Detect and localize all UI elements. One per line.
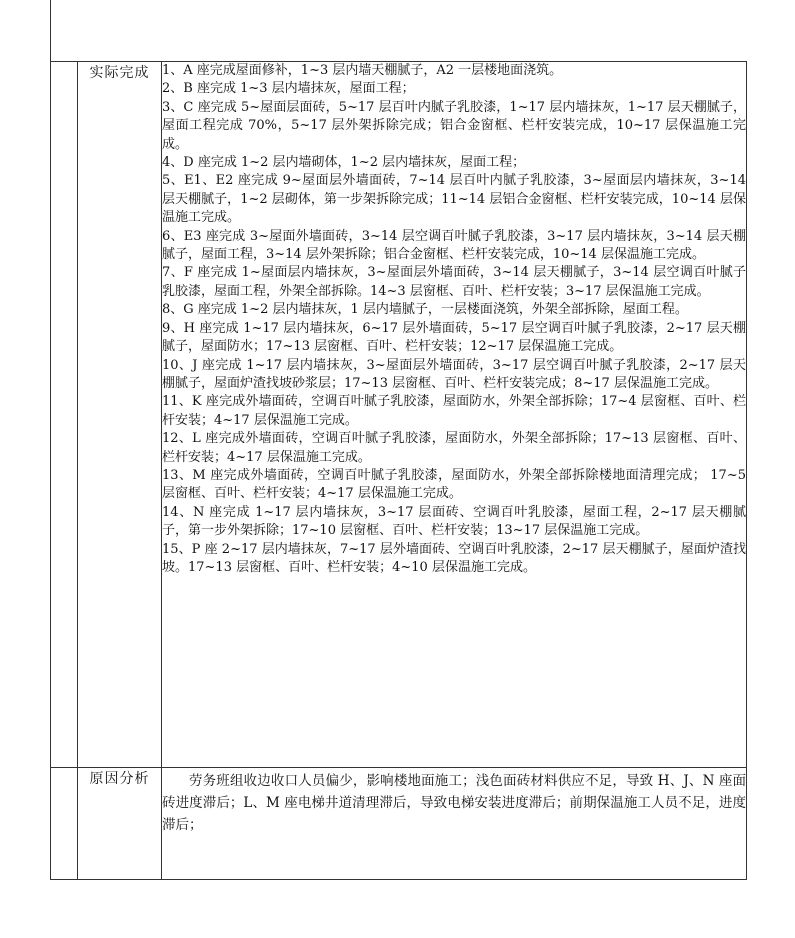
completion-item: 3、C 座完成 5~屋面层面砖，5~17 层百叶内腻子乳胶漆，1~17 层内墙抹灰，1~17 层天棚腻子，屋面工程完成 70%，5~17 层外架拆除完成；铝合金窗框、栏杆安装完成，10~17 层保温施工完成。 — [162, 99, 746, 152]
completion-item: 7、F 座完成 1~屋面层内墙抹灰，3~屋面层外墙面砖，3~14 层天棚腻子，3~14 层空调百叶腻子乳胶漆，屋面工程，外架全部拆除。14~3 层窗框、百叶、栏杆安装；3~17 层保温施工完成。 — [162, 265, 746, 299]
completion-item: 9、H 座完成 1~17 层内墙抹灰，6~17 层外墙面砖，5~17 层空调百叶腻子乳胶漆，2~17 层天棚腻子，屋面防水；17~13 层窗框、百叶、栏杆安装；12~17 层保温施工完成。 — [162, 320, 746, 355]
completion-item: 8、G 座完成 1~2 层内墙抹灰，1 层内墙腻子，一层楼面浇筑，外架全部拆除，屋面工程。 — [162, 302, 688, 318]
completion-item: 13、M 座完成外墙面砖，空调百叶腻子乳胶漆，屋面防水，外架全部拆除楼地面清理完成； 17~5 层窗框、百叶、栏杆安装；4~17 层保温施工完成。 — [162, 467, 746, 502]
progress-table — [50, 61, 747, 880]
reason-analysis-content — [162, 768, 747, 880]
completion-item: 11、K 座完成外墙面砖，空调百叶腻子乳胶漆，屋面防水，外架全部拆除；17~4 层窗框、百叶、栏杆安装；4~17 层保温施工完成。 — [162, 394, 746, 428]
completion-item: 2、B 座完成 1~3 层内墙抹灰，屋面工程； — [162, 81, 415, 97]
completion-item: 15、P 座 2~17 层内墙抹灰，7~17 层外墙面砖、空调百叶乳胶漆，2~17 层天棚腻子，屋面炉渣找坡。17~13 层窗框、百叶、栏杆安装；4~10 层保温施工完成。 — [162, 541, 746, 575]
actual-completion-row — [51, 62, 747, 768]
reason-analysis-label: 原因分析 — [78, 768, 162, 880]
completion-item: 12、L 座完成外墙面砖，空调百叶腻子乳胶漆，屋面防水，外架全部拆除；17~13 层窗框、百叶、栏杆安装；4~17 层保温施工完成。 — [162, 431, 746, 465]
completion-item: 14、N 座完成 1~17 层内墙抹灰，3~17 层面砖、空调百叶乳胶漆，屋面工程，2~17 层天棚腻子，第一步外架拆除；17~10 层窗框、百叶、栏杆安装；13~17 层保温施工完成。 — [162, 504, 746, 539]
actual-completion-content — [162, 62, 747, 768]
completion-item: 4、D 座完成 1~2 层内墙砌体，1~2 层内墙抹灰，屋面工程； — [162, 155, 526, 171]
completion-item: 5、E1、E2 座完成 9~屋面层外墙面砖，7~14 层百叶内腻子乳胶漆，3~屋面层内墙抹灰，3~14 层天棚腻子，1~2 层砌体，第一步架拆除完成；11~14 层铝合金窗框、栏杆安装完成，10~14 层保温施工完成。 — [162, 173, 746, 226]
completion-item: 10、J 座完成 1~17 层内墙抹灰，3~屋面层外墙面砖，3~17 层空调百叶腻子乳胶漆，2~17 层天棚腻子，屋面炉渣找坡砂浆层；17~13 层窗框、百叶、栏杆安装完成；8~17 层保温施工完成。 — [162, 357, 746, 391]
blank-column-cell — [51, 62, 78, 768]
reason-analysis-row — [51, 768, 747, 880]
table-left-border-top — [50, 0, 51, 62]
completion-item: 1、A 座完成屋面修补，1~3 层内墙天棚腻子，A2 一层楼地面浇筑。 — [162, 63, 563, 78]
blank-column-cell — [51, 768, 78, 880]
reason-analysis-text: 劳务班组收边收口人员偏少，影响楼地面施工；浅色面砖材料供应不足，导致 H、J、N 座面砖进度滞后；L、M 座电梯井道清理滞后，导致电梯安装进度滞后；前期保温施工人员不足，进度滞后； — [162, 773, 746, 833]
completion-item: 6、E3 座完成 3~屋面外墙面砖，3~14 层空调百叶腻子乳胶漆，3~17 层内墙抹灰，3~14 层天棚腻子，屋面工程，3~14 层外架拆除；铝合金窗框、栏杆安装完成，10~14 层保温施工完成。 — [162, 228, 746, 263]
actual-completion-label: 实际完成 — [78, 62, 162, 768]
